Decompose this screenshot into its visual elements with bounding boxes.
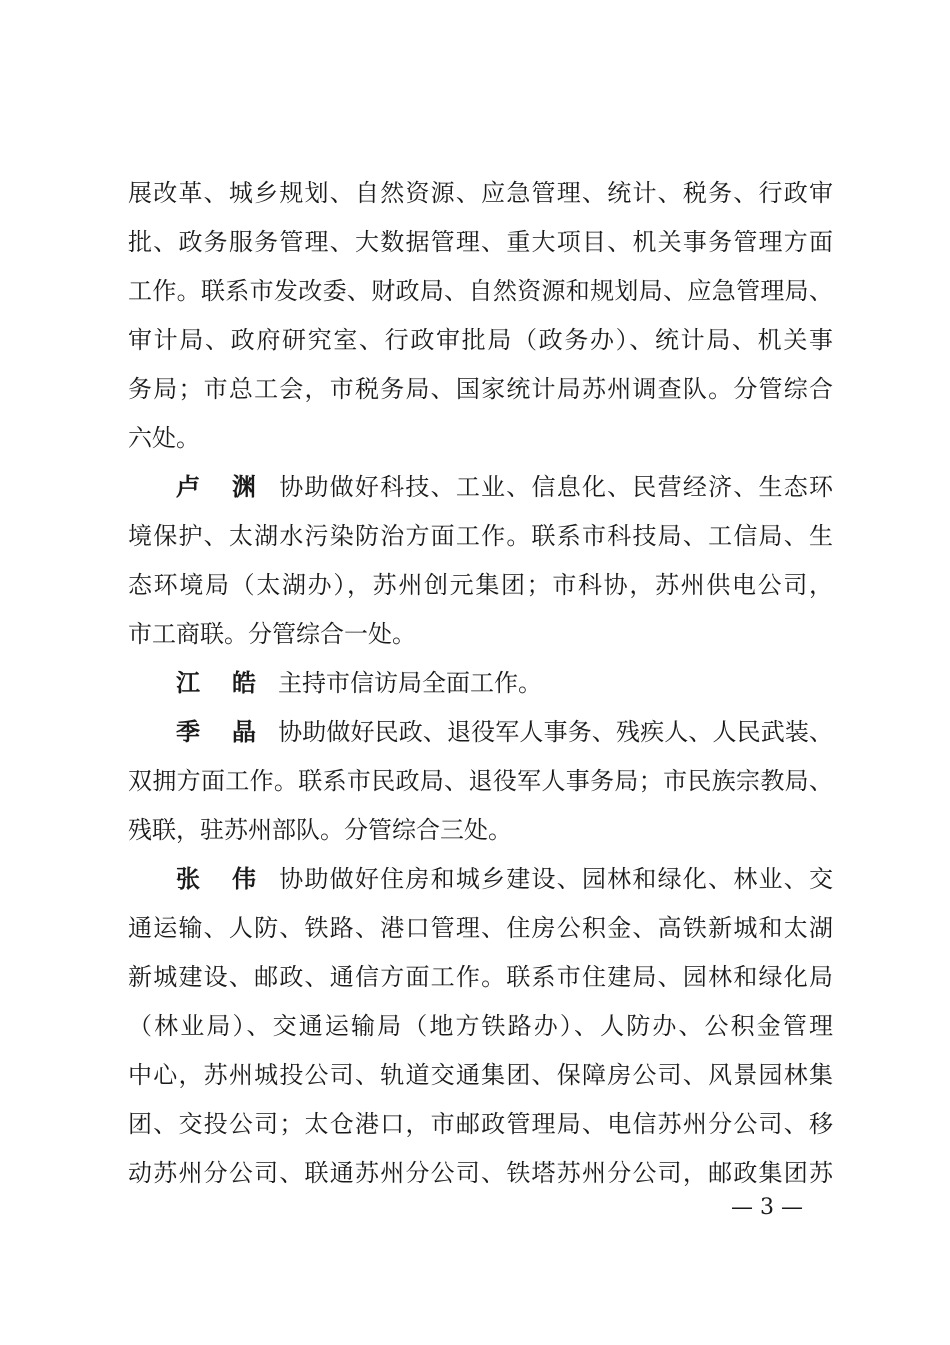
paragraph-first-line <box>176 667 833 699</box>
text-line: 审计局、政府研究室、行政审批局（政务办）、统计局、机关事 <box>128 326 833 354</box>
text-line: 团、交投公司；太仓港口，市邮政管理局、电信苏州分公司、移 <box>128 1110 833 1138</box>
text-line: 务局；市总工会，市税务局、国家统计局苏州调查队。分管综合 <box>128 375 833 403</box>
person-name: 江 皓 <box>176 669 256 697</box>
text-line: 市工商联。分管综合一处。 <box>128 620 416 648</box>
paragraph-first-line <box>176 471 833 503</box>
text-line: 中心，苏州城投公司、轨道交通集团、保障房公司、风景园林集 <box>128 1061 833 1089</box>
person-name: 季 晶 <box>176 718 256 746</box>
text-line: 工作。联系市发改委、财政局、自然资源和规划局、应急管理局、 <box>128 277 833 305</box>
text-line: 双拥方面工作。联系市民政局、退役军人事务局；市民族宗教局、 <box>128 767 833 795</box>
person-name: 卢 渊 <box>176 473 256 501</box>
text-line: 通运输、人防、铁路、港口管理、住房公积金、高铁新城和太湖 <box>128 914 833 942</box>
paragraph-first-line <box>176 863 833 895</box>
text-line: 批、政务服务管理、大数据管理、重大项目、机关事务管理方面 <box>128 228 833 256</box>
person-name: 张 伟 <box>176 865 256 893</box>
text-line: 态环境局（太湖办），苏州创元集团；市科协，苏州供电公司， <box>128 571 833 599</box>
paragraph-first-line <box>176 716 833 748</box>
duty-text: 协助做好住房和城乡建设、园林和绿化、林业、交 <box>278 865 833 893</box>
text-line: 新城建设、邮政、通信方面工作。联系市住建局、园林和绿化局 <box>128 963 833 991</box>
duty-text: 协助做好民政、退役军人事务、残疾人、人民武装、 <box>278 718 833 746</box>
duty-text: 主持市信访局全面工作。 <box>278 669 542 697</box>
duty-text: 协助做好科技、工业、信息化、民营经济、生态环 <box>278 473 833 501</box>
text-line: 残联，驻苏州部队。分管综合三处。 <box>128 816 512 844</box>
text-line: 境保护、太湖水污染防治方面工作。联系市科技局、工信局、生 <box>128 522 833 550</box>
page-number: — 3 — <box>731 1195 803 1220</box>
text-line: 六处。 <box>128 424 200 452</box>
text-line: 展改革、城乡规划、自然资源、应急管理、统计、税务、行政审 <box>128 179 833 207</box>
text-line: （林业局）、交通运输局（地方铁路办）、人防办、公积金管理 <box>128 1012 833 1040</box>
text-line: 动苏州分公司、联通苏州分公司、铁塔苏州分公司，邮政集团苏 <box>128 1159 833 1187</box>
